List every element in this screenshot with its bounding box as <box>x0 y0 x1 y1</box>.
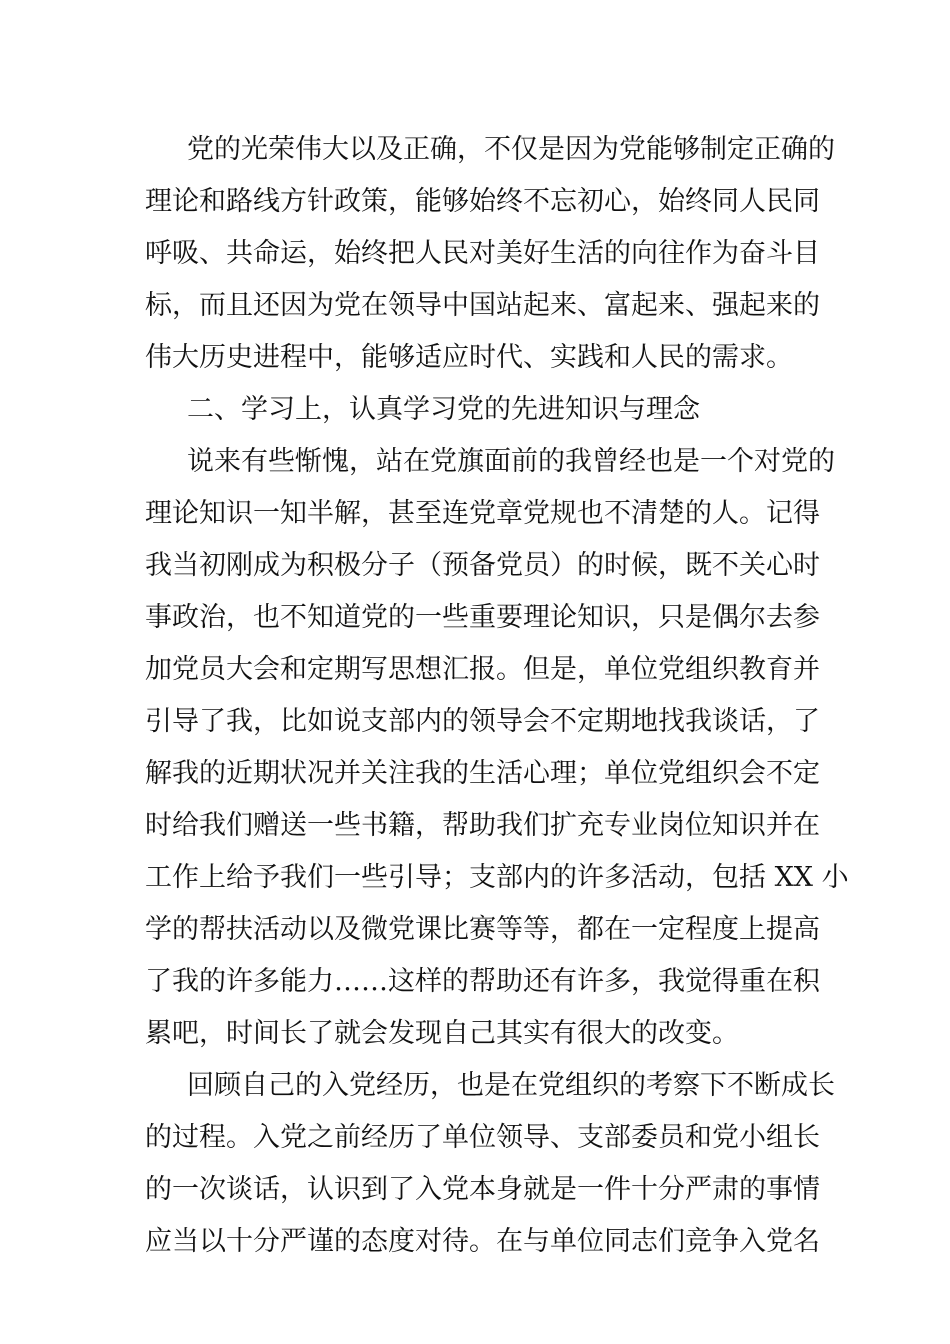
text-line-15: 工作上给予我们一些引导；支部内的许多活动，包括 XX 小 <box>145 862 849 893</box>
text-line-5: 伟大历史进程中，能够适应时代、实践和人民的需求。 <box>145 342 793 373</box>
section-heading: 二、学习上，认真学习党的先进知识与理念 <box>187 394 700 425</box>
text-line-18: 累吧，时间长了就会发现自己其实有很大的改变。 <box>145 1018 739 1049</box>
text-line-2: 理论和路线方针政策，能够始终不忘初心，始终同人民同 <box>145 186 820 217</box>
text-line-4: 标，而且还因为党在领导中国站起来、富起来、强起来的 <box>145 290 820 321</box>
text-line-10: 事政治，也不知道党的一些重要理论知识，只是偶尔去参 <box>145 602 820 633</box>
text-line-16: 学的帮扶活动以及微党课比赛等等，都在一定程度上提高 <box>145 914 820 945</box>
text-line-9: 我当初刚成为积极分子（预备党员）的时候，既不关心时 <box>145 550 820 581</box>
text-line-8: 理论知识一知半解，甚至连党章党规也不清楚的人。记得 <box>145 498 820 529</box>
text-line-14: 时给我们赠送一些书籍，帮助我们扩充专业岗位知识并在 <box>145 810 820 841</box>
text-line-13: 解我的近期状况并关注我的生活心理；单位党组织会不定 <box>145 758 820 789</box>
text-line-19: 回顾自己的入党经历，也是在党组织的考察下不断成长 <box>187 1070 835 1101</box>
text-line-3: 呼吸、共命运，始终把人民对美好生活的向往作为奋斗目 <box>145 238 820 269</box>
text-line-21: 的一次谈话，认识到了入党本身就是一件十分严肃的事情 <box>145 1174 820 1205</box>
text-line-11: 加党员大会和定期写思想汇报。但是，单位党组织教育并 <box>145 654 820 685</box>
text-line-12: 引导了我，比如说支部内的领导会不定期地找我谈话，了 <box>145 706 820 737</box>
text-line-1: 党的光荣伟大以及正确，不仅是因为党能够制定正确的 <box>187 134 835 165</box>
text-line-20: 的过程。入党之前经历了单位领导、支部委员和党小组长 <box>145 1122 820 1153</box>
text-line-7: 说来有些惭愧，站在党旗面前的我曾经也是一个对党的 <box>187 446 835 477</box>
text-line-17: 了我的许多能力……这样的帮助还有许多，我觉得重在积 <box>145 966 820 997</box>
text-line-22: 应当以十分严谨的态度对待。在与单位同志们竞争入党名 <box>145 1226 820 1257</box>
